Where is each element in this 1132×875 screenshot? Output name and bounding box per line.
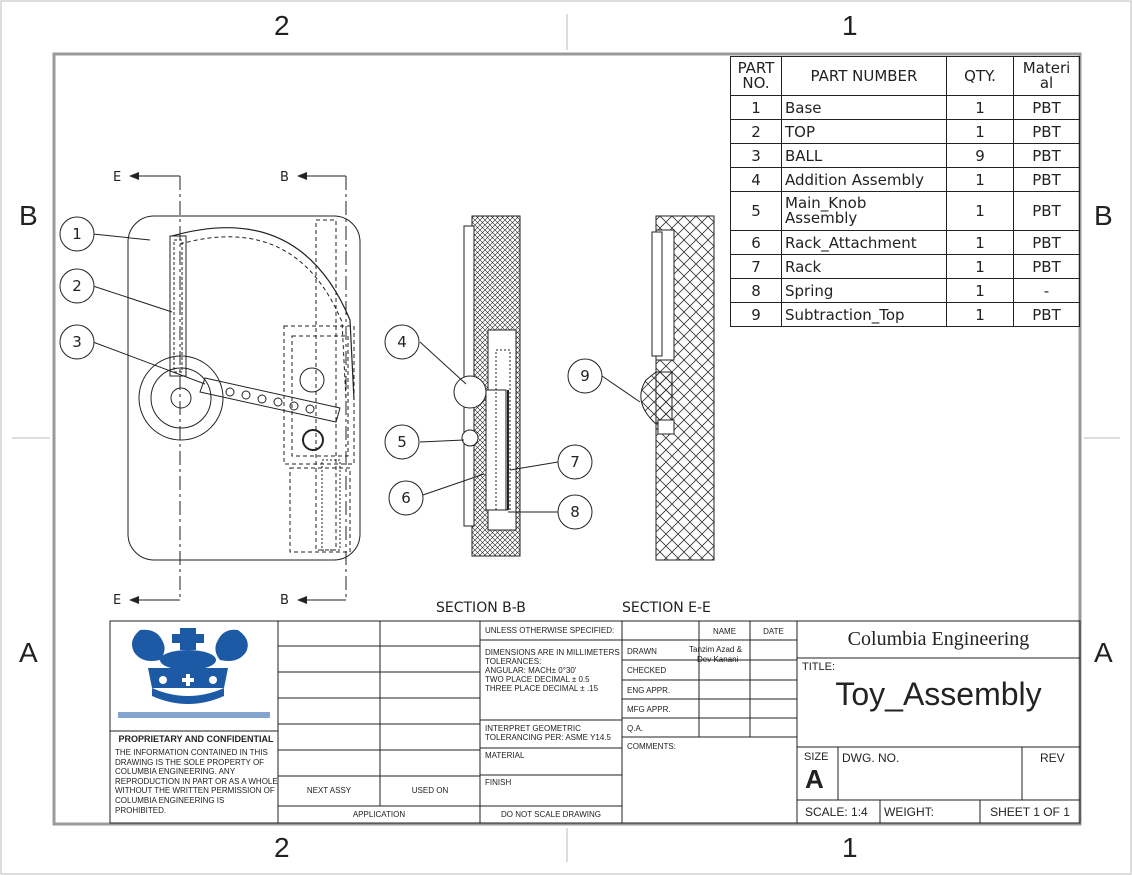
tolerancing-text: TOLERANCING PER: ASME Y14.5 xyxy=(485,733,611,742)
proprietary-line: WITHOUT THE WRITTEN PERMISSION OF xyxy=(115,786,275,796)
name-header: NAME xyxy=(712,627,737,636)
eng-appr-label: ENG APPR. xyxy=(627,686,671,695)
bom-cell: PBT xyxy=(1014,96,1080,120)
tolerances-text: TOLERANCES: xyxy=(485,657,542,666)
bom-cell: 1 xyxy=(947,255,1014,279)
bom-cell: 8 xyxy=(731,279,782,303)
used-on-label: USED ON xyxy=(411,786,449,795)
bom-cell: 7 xyxy=(731,255,782,279)
balloon-7: 7 xyxy=(570,453,580,471)
bom-cell: Rack xyxy=(782,255,947,279)
size-label: SIZE xyxy=(804,751,829,763)
do-not-scale-label: DO NOT SCALE DRAWING xyxy=(500,810,601,819)
bom-cell: 1 xyxy=(947,120,1014,144)
bom-cell: Spring xyxy=(782,279,947,303)
bom-cell: Main_Knob Assembly xyxy=(782,192,947,231)
balloon-9: 9 xyxy=(580,367,590,385)
interpret-block xyxy=(485,724,611,742)
bom-cell: TOP xyxy=(782,120,947,144)
proprietary-title: PROPRIETARY AND CONFIDENTIAL xyxy=(118,734,274,744)
bom-cell: 1 xyxy=(947,168,1014,192)
bom-cell: 5 xyxy=(731,192,782,231)
qa-label: Q.A. xyxy=(627,724,644,733)
material-label: MATERIAL xyxy=(485,751,525,760)
proprietary-line: COLUMBIA ENGINEERING. ANY xyxy=(115,767,236,777)
sheet-size: A xyxy=(805,764,824,794)
bom-cell: PBT xyxy=(1014,255,1080,279)
bom-header-part-number: PART NUMBER xyxy=(782,57,947,96)
bom-cell: Subtraction_Top xyxy=(782,303,947,327)
proprietary-line: DRAWING IS THE SOLE PROPERTY OF xyxy=(115,757,265,767)
proprietary-notice xyxy=(115,748,278,815)
section-marker-e-bottom: E xyxy=(113,593,122,608)
bom-cell: BALL xyxy=(782,144,947,168)
bom-cell: 1 xyxy=(947,96,1014,120)
bom-cell: 2 xyxy=(731,120,782,144)
drawn-by xyxy=(689,645,742,665)
section-marker-e-top: E xyxy=(113,170,122,185)
zone-right-a: A xyxy=(1094,637,1113,668)
crown-logo xyxy=(132,628,248,704)
proprietary-line: COLUMBIA ENGINEERING IS xyxy=(115,795,225,805)
drawn-label: DRAWN xyxy=(627,647,657,656)
finish-label: FINISH xyxy=(485,778,512,787)
date-header: DATE xyxy=(763,627,784,636)
section-bb-label: SECTION B-B xyxy=(436,600,526,616)
bom-cell: PBT xyxy=(1014,144,1080,168)
balloon-8: 8 xyxy=(570,503,580,521)
bom-cell: 1 xyxy=(947,192,1014,231)
balloon-2: 2 xyxy=(72,277,82,295)
angular-tolerance: ANGULAR: MACH± 0°30' xyxy=(485,666,577,675)
bom-cell: 9 xyxy=(947,144,1014,168)
dims-text: DIMENSIONS ARE IN MILLIMETERS xyxy=(485,648,620,657)
zone-right-b: B xyxy=(1094,200,1113,231)
bom-cell: Rack_Attachment xyxy=(782,231,947,255)
bom-cell: Base xyxy=(782,96,947,120)
proprietary-line: PROHIBITED. xyxy=(115,805,167,815)
zone-top-1: 1 xyxy=(842,10,858,41)
bom-cell: 1 xyxy=(947,303,1014,327)
company-name: Columbia Engineering xyxy=(847,628,1030,650)
balloon-5: 5 xyxy=(397,433,407,451)
bom-cell: Addition Assembly xyxy=(782,168,947,192)
section-marker-b-bottom: B xyxy=(280,593,289,608)
bom-cell: PBT xyxy=(1014,120,1080,144)
drawn-by-line-2: Dev Kanani xyxy=(697,655,739,664)
balloon-3: 3 xyxy=(72,333,82,351)
zone-left-a: A xyxy=(19,637,38,668)
scale-label: SCALE: 1:4 xyxy=(805,805,868,819)
drawing-title: Toy_Assembly xyxy=(835,676,1042,712)
bom-cell: 1 xyxy=(731,96,782,120)
bom-cell: PBT xyxy=(1014,303,1080,327)
sheet-number: SHEET 1 OF 1 xyxy=(990,805,1070,819)
zone-bottom-1: 1 xyxy=(842,832,858,863)
zone-top-2: 2 xyxy=(274,10,290,41)
next-assy-label: NEXT ASSY xyxy=(306,786,352,795)
logo-wordmark xyxy=(118,712,270,718)
bom-cell: 3 xyxy=(731,144,782,168)
mfg-appr-label: MFG APPR. xyxy=(627,705,671,714)
application-label: APPLICATION xyxy=(352,810,406,819)
tolerances-block xyxy=(485,648,620,693)
dwg-no-label: DWG. NO. xyxy=(842,751,900,765)
rev-label: REV xyxy=(1040,751,1065,765)
zone-bottom-2: 2 xyxy=(274,832,290,863)
bom-cell: 1 xyxy=(947,231,1014,255)
checked-label: CHECKED xyxy=(627,666,667,675)
bom-cell: 6 xyxy=(731,231,782,255)
balloon-4: 4 xyxy=(397,333,407,351)
bom-header-qty: QTY. xyxy=(947,57,1014,96)
title-label: TITLE: xyxy=(802,661,836,673)
proprietary-line: REPRODUCTION IN PART OR AS A WHOLE xyxy=(115,776,278,786)
section-ee-label: SECTION E-E xyxy=(622,600,711,616)
balloon-1: 1 xyxy=(72,225,82,243)
balloon-6: 6 xyxy=(401,489,411,507)
bom-cell: PBT xyxy=(1014,192,1080,231)
drawn-by-line-1: Tanzim Azad & xyxy=(689,645,742,654)
zone-left-b: B xyxy=(19,200,38,231)
bom-header-part-no: PART NO. xyxy=(731,57,782,96)
proprietary-line: THE INFORMATION CONTAINED IN THIS xyxy=(115,748,268,757)
bom-cell: 9 xyxy=(731,303,782,327)
three-place-tolerance: THREE PLACE DECIMAL ± .15 xyxy=(485,684,599,693)
bom-header-material: Materi al xyxy=(1014,57,1080,96)
bom-cell: PBT xyxy=(1014,231,1080,255)
two-place-tolerance: TWO PLACE DECIMAL ± 0.5 xyxy=(485,675,590,684)
bom-cell: 4 xyxy=(731,168,782,192)
comments-label: COMMENTS: xyxy=(627,742,676,751)
section-marker-b-top: B xyxy=(280,170,289,185)
bom-cell: - xyxy=(1014,279,1080,303)
weight-label: WEIGHT: xyxy=(884,805,934,819)
interpret-text: INTERPRET GEOMETRIC xyxy=(485,724,581,733)
bom-cell: PBT xyxy=(1014,168,1080,192)
unless-specified: UNLESS OTHERWISE SPECIFIED: xyxy=(485,626,615,635)
bom-cell: 1 xyxy=(947,279,1014,303)
